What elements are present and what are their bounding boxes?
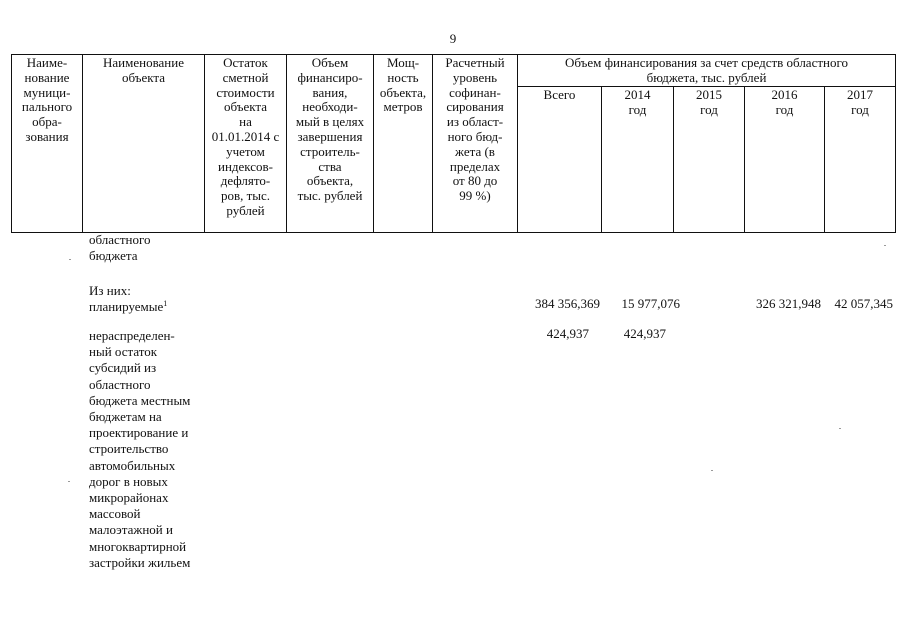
- header-2016: 2016 год: [745, 87, 825, 233]
- continued-text: областного бюджета: [89, 232, 151, 264]
- planned-total: 384 356,369: [535, 296, 600, 311]
- planned-2014: 15 977,076: [621, 296, 680, 311]
- page-number: 9: [449, 31, 457, 46]
- planned-2017: 42 057,345: [834, 296, 893, 311]
- header-object-name: Наименование объекта: [83, 55, 205, 233]
- header-regional-budget-group: Объем финансирования за счет средств областного бюджета, тыс. рублей: [518, 55, 896, 87]
- scan-speck: [839, 428, 841, 429]
- header-cofinancing-level: Расчетный уровень софинан- сирования из област- ного бюд- жета (в пределах от 80 до 99 %): [433, 55, 518, 233]
- header-capacity: Мощ- ность объекта, метров: [374, 55, 433, 233]
- unallocated-total: 424,937: [546, 326, 589, 341]
- planned-2016: 326 321,948: [756, 296, 821, 311]
- scan-speck: [884, 245, 886, 246]
- scan-speck: [68, 481, 70, 482]
- unallocated-2014: 424,937: [623, 326, 666, 341]
- unallocated-row-label: нераспределен- ный остаток субсидий из областного бюджета местным бюджетам на проектирование и строительство автомобильных дорог в новых микрорайонах массовой малоэтажной и многоквартирной застройки жильем: [89, 328, 191, 570]
- scan-speck: [69, 259, 71, 260]
- header-2017: 2017 год: [825, 87, 896, 233]
- header-total: Всего: [518, 87, 602, 233]
- planned-row-label: Из них: планируемые$^1$: [89, 283, 168, 315]
- header-2015: 2015 год: [674, 87, 745, 233]
- scan-speck: [711, 470, 713, 471]
- header-remaining-cost: Остаток сметной стоимости объекта на 01.01.2014 с учетом индексов- дефлято- ров, тыс. рублей: [205, 55, 287, 233]
- header-financing-volume: Объем финансиро- вания, необходи- мый в целях завершения строитель- ства объекта, тыс. рублей: [287, 55, 374, 233]
- header-table: [11, 54, 896, 233]
- header-municipality: Наиме- нование муници- пального обра- зования: [12, 55, 83, 233]
- footnote-marker: 1: [163, 299, 168, 309]
- header-2014: 2014 год: [602, 87, 674, 233]
